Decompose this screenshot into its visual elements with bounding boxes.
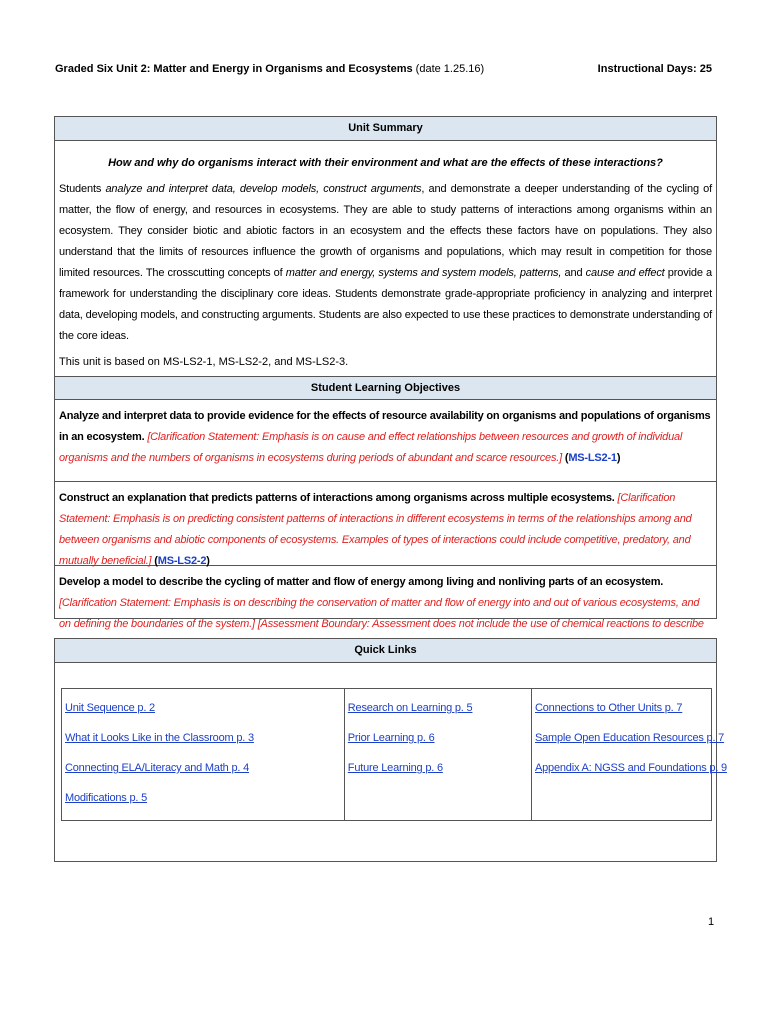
objective-item: Construct an explanation that predicts patterns of interactions among organisms across multiple ecosystems. [Clarification Statement: Emphasis is on predicting consistent patterns of interactions in different ecosystems in terms of the relationships among and between organisms and abiotic components of ecosystems. Examples of types of interactions could include competitive, predatory, and mutually beneficial.] (MS-LS2-2) <box>55 482 716 566</box>
unit-title-line <box>55 63 484 79</box>
link-appendix-a[interactable]: Appendix A: NGSS and Foundations p. 9 <box>535 762 727 774</box>
quick-links-column-1 <box>62 689 345 820</box>
standard-code: MS-LS2-1 <box>568 452 617 464</box>
link-classroom[interactable]: What it Looks Like in the Classroom p. 3 <box>65 732 254 744</box>
summary-text-4: provide a framework for understanding the disciplinary core ideas. Students demonstrate grade-appropriate proficiency in analyzing and interpret data, developing models, and constructing arguments. Students are also expected to use these practices to demonstrate understanding of the core ideas. <box>59 267 713 342</box>
standards-basis: This unit is based on MS-LS2-1, MS-LS2-2, and MS-LS2-3. <box>59 356 349 368</box>
unit-summary-paragraph <box>55 179 716 347</box>
link-other-units[interactable]: Connections to Other Units p. 7 <box>535 702 683 714</box>
quick-links-column-3 <box>532 689 727 820</box>
standard-code: MS-LS2-2 <box>157 555 207 567</box>
link-future-learning[interactable]: Future Learning p. 6 <box>347 762 443 774</box>
link-unit-sequence[interactable]: Unit Sequence p. 2 <box>65 702 155 714</box>
summary-text-3: and <box>564 267 583 279</box>
link-research[interactable]: Research on Learning p. 5 <box>347 702 473 714</box>
clarification-statement: [Clarification Statement: Emphasis is on describing the conservation of matter and flow of energy into and out of various ecosystems, and on defining the boundaries of the system.] [Assessment Boundary: Assessment does not include the use of chemical reactions to describe <box>59 597 704 630</box>
summary-text-2: , and demonstrate a deeper understanding of the cycling of matter, the flow of energy, and resources in ecosystems. They are able to study patterns of interactions among organisms within an ecosystem. They consider biotic and abiotic factors in an ecosystem and the effects these factors have on populations. They also understand that the limits of resources influence the growth of organisms and populations, which may result in competition for those limited resources. The crosscutting concepts of <box>59 183 713 279</box>
quick-links-column-2 <box>345 689 532 820</box>
link-ela-math[interactable]: Connecting ELA/Literacy and Math p. 4 <box>65 762 249 774</box>
link-modifications[interactable]: Modifications p. 5 <box>65 792 147 804</box>
summary-text-1: Students <box>59 183 102 195</box>
clarification-statement: [Clarification Statement: Emphasis is on predicting consistent patterns of interactions in different ecosystems in terms of the relationships among and between organisms and abiotic components of ecosystems. Examples of types of interactions could include competitive, predatory, and mutually beneficial.] <box>59 492 692 567</box>
page-number: 1 <box>708 916 715 928</box>
objective-item <box>55 566 716 643</box>
summary-cause-effect: cause and effect <box>585 267 665 279</box>
quick-links-heading: Quick Links <box>55 639 716 663</box>
objective-statement: Develop a model to describe the cycling of matter and flow of energy among living and nonliving parts of an ecosystem. <box>59 576 664 588</box>
summary-practices: analyze and interpret data, develop models, construct arguments <box>105 183 422 195</box>
objective-statement: Construct an explanation that predicts patterns of interactions among organisms across multiple ecosystems. <box>59 492 615 504</box>
unit-title: Graded Six Unit 2: Matter and Energy in Organisms and Ecosystems <box>55 63 413 75</box>
objective-item: Analyze and interpret data to provide evidence for the effects of resource availability on organisms and populations of organisms in an ecosystem. [Clarification Statement: Emphasis is on cause and effect relationships between resources and growth of individual organisms and the numbers of organisms in ecosystems during periods of abundant and scarce resources.] (MS-LS2-1) <box>55 400 716 482</box>
link-oer[interactable]: Sample Open Education Resources p. 7 <box>535 732 725 744</box>
objectives-heading: Student Learning Objectives <box>55 376 716 400</box>
link-prior-learning[interactable]: Prior Learning p. 6 <box>347 732 435 744</box>
document-header <box>55 63 712 79</box>
unit-date: (date 1.25.16) <box>415 63 485 75</box>
unit-summary-heading: Unit Summary <box>55 117 716 141</box>
unit-summary-section <box>54 116 717 630</box>
quick-links-table <box>61 688 727 821</box>
quick-links-section <box>54 638 727 862</box>
clarification-statement: [Clarification Statement: Emphasis is on cause and effect relationships between resources and growth of individual organisms and the numbers of organisms in ecosystems during periods of abundant and scarce resources.] <box>59 431 683 464</box>
guiding-question: How and why do organisms interact with their environment and what are the effects of these interactions? <box>108 157 663 169</box>
instructional-days: Instructional Days: 25 <box>597 63 712 75</box>
objective-statement: Analyze and interpret data to provide evidence for the effects of resource availability on organisms and populations of organisms in an ecosystem. <box>59 410 711 443</box>
summary-crosscutting: matter and energy, systems and system models, patterns, <box>285 267 562 279</box>
